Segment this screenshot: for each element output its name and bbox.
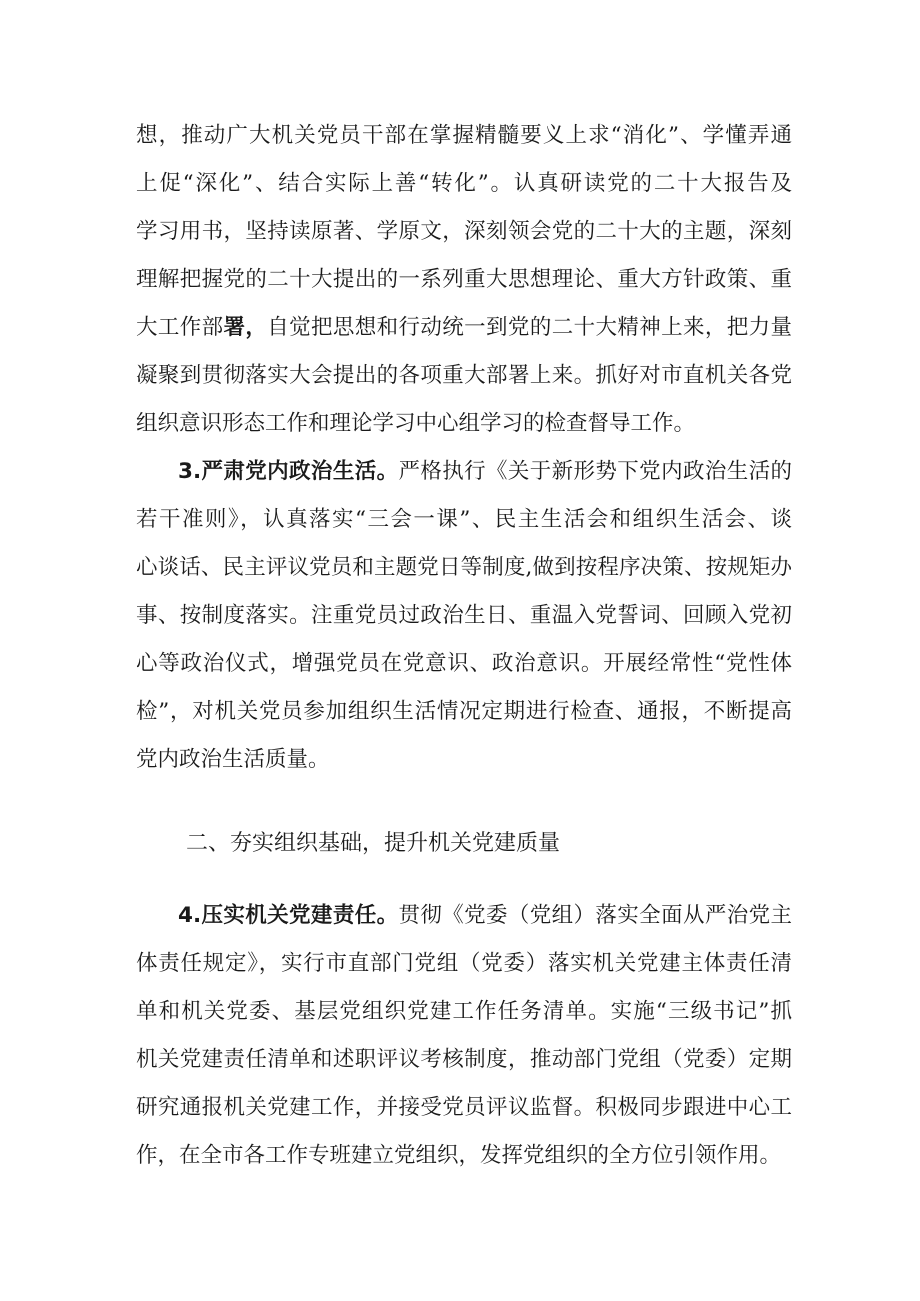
paragraph3-line-5: 研究通报机关党建工作，并接受党员评议监督。积极同步跟进中心工 xyxy=(136,1095,792,1120)
paragraph1-line-5-prefix: 大工作部 xyxy=(136,315,224,340)
paragraph2-first-line-rest: 严格执行《关于新形势下党内政治生活的 xyxy=(398,459,792,484)
paragraph1-line-5-bold: 署， xyxy=(223,315,268,340)
paragraph2-number: 3 xyxy=(178,459,193,484)
paragraph2-line-5: 心等政治仪式，增强党员在党意识、政治意识。开展经常性“党性体 xyxy=(136,651,792,676)
paragraph3-first-line-rest: 贯彻《党委（党组）落实全面从严治党主 xyxy=(398,903,792,928)
paragraph1-line-3: 学习用书，坚持读原著、学原文，深刻领会党的二十大的主题，深刻 xyxy=(136,219,792,244)
section-heading: 二、夯实组织基础，提升机关党建质量 xyxy=(186,831,561,856)
paragraph1-line-5 xyxy=(136,310,792,346)
paragraph2-line-7: 党内政治生活质量。 xyxy=(136,747,330,772)
paragraph2-line-3: 心谈话、民主评议党员和主题党日等制度,做到按程序决策、按规矩办 xyxy=(136,555,792,580)
paragraph3-line-2: 体责任规定》，实行市直部门党组（党委）落实机关党建主体责任清 xyxy=(136,951,792,976)
paragraph3-title: .压实机关党建责任。 xyxy=(192,903,399,928)
paragraph3-number: 4 xyxy=(178,903,193,928)
paragraph3-line-6: 作，在全市各工作专班建立党组织，发挥党组织的全方位引领作用。 xyxy=(136,1143,782,1168)
paragraph2-line-4: 事、按制度落实。注重党员过政治生日、重温入党誓词、回顾入党初 xyxy=(136,603,792,628)
paragraph3-line-4: 机关党建责任清单和述职评议考核制度，推动部门党组（党委）定期 xyxy=(136,1047,792,1072)
paragraph2-first-line xyxy=(178,454,792,490)
paragraph1-line-5-rest: 自觉把思想和行动统一到党的二十大精神上来，把力量 xyxy=(267,315,792,340)
paragraph3-line-3: 单和机关党委、基层党组织党建工作任务清单。实施“三级书记”抓 xyxy=(136,999,792,1024)
paragraph2-title: .严肃党内政治生活。 xyxy=(192,459,399,484)
paragraph3-first-line xyxy=(178,898,792,934)
paragraph1-line-1: 想，推动广大机关党员干部在掌握精髓要义上求“消化”、学懂弄通 xyxy=(136,123,792,148)
paragraph2-line-2: 若干准则》，认真落实“三会一课”、民主生活会和组织生活会、谈 xyxy=(136,507,792,532)
paragraph1-line-2: 上促“深化”、结合实际上善“转化”。认真研读党的二十大报告及 xyxy=(136,171,792,196)
paragraph1-line-4: 理解把握党的二十大提出的一系列重大思想理论、重大方针政策、重 xyxy=(136,267,792,292)
paragraph2-line-6: 检”，对机关党员参加组织生活情况定期进行检查、通报，不断提高 xyxy=(136,699,792,724)
paragraph1-line-7: 组织意识形态工作和理论学习中心组学习的检查督导工作。 xyxy=(136,411,696,436)
paragraph1-line-6: 凝聚到贯彻落实大会提出的各项重大部署上来。抓好对市直机关各党 xyxy=(136,363,792,388)
